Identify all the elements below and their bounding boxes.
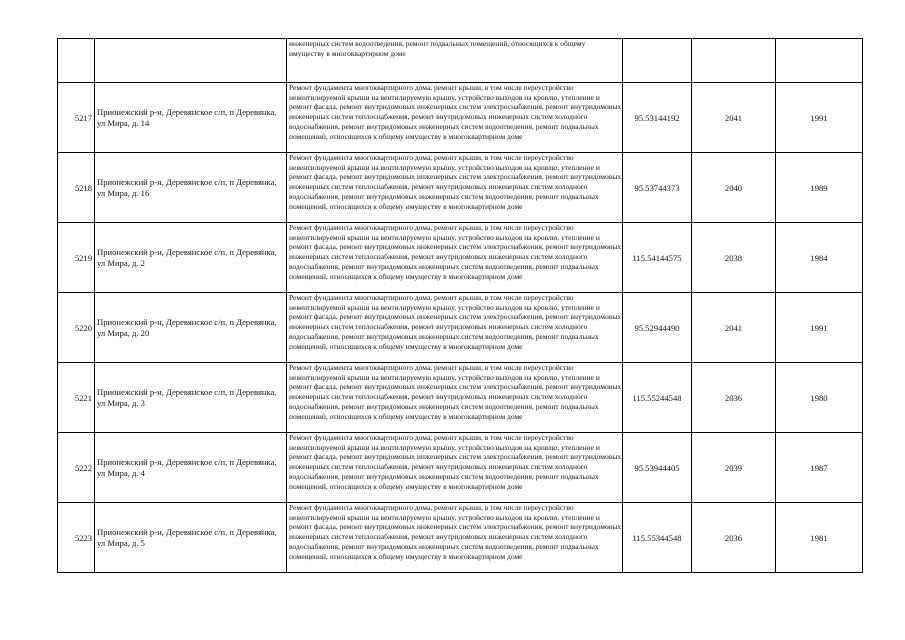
planned-year-cell: [692, 39, 776, 83]
value-cell: 115.55344548: [623, 503, 692, 573]
work-cell: [287, 293, 623, 363]
table-body: [58, 39, 863, 573]
row-number-cell: 5217: [58, 83, 95, 153]
planned-year-cell: 2039: [692, 433, 776, 503]
built-year-cell: [776, 39, 863, 83]
row-number-cell: 5223: [58, 503, 95, 573]
planned-year-cell: 2036: [692, 503, 776, 573]
row-number-cell: 5219: [58, 223, 95, 293]
value-cell: 95.53744373: [623, 153, 692, 223]
work-cell: [287, 433, 623, 503]
row-number-cell: 5220: [58, 293, 95, 363]
built-year-cell: 1989: [776, 153, 863, 223]
value-cell: 115.55244548: [623, 363, 692, 433]
address-cell: Прионежский р-н, Деревянское с/п, п Деревянка, ул Мира, д. 5: [95, 503, 287, 573]
address-cell: Прионежский р-н, Деревянское с/п, п Деревянка, ул Мира, д. 4: [95, 433, 287, 503]
address-cell: Прионежский р-н, Деревянское с/п, п Деревянка, ул Мира, д. 16: [95, 153, 287, 223]
work-text: Ремонт фундамента многоквартирного дома, ремонт крыши, в том числе переустройство невентилируемой крыши на вентилируемую крышу, устройство выходов на кровлю, утепление и ремонт фасада, ремонт внутридомовых инженерных систем электроснабжения, ремонт внутридомовых инженерных систем теплоснабжения, ремонт внутридомовых инженерных систем холодного водоснабжения, ремонт внутридомовых инженерных систем водоотведения, ремонт подвальных помещений, относящихся к общему имуществу в многоквартирном доме: [289, 83, 622, 141]
built-year-cell: 1984: [776, 223, 863, 293]
address-cell: Прионежский р-н, Деревянское с/п, п Деревянка, ул Мира, д. 3: [95, 363, 287, 433]
row-number-cell: 5221: [58, 363, 95, 433]
address-cell: [95, 39, 287, 83]
work-text: Ремонт фундамента многоквартирного дома, ремонт крыши, в том числе переустройство невентилируемой крыши на вентилируемую крышу, устройство выходов на кровлю, утепление и ремонт фасада, ремонт внутридомовых инженерных систем электроснабжения, ремонт внутридомовых инженерных систем теплоснабжения, ремонт внутридомовых инженерных систем холодного водоснабжения, ремонт внутридомовых инженерных систем водоотведения, ремонт подвальных помещений, относящихся к общему имуществу в многоквартирном доме: [289, 293, 622, 351]
built-year-cell: 1991: [776, 83, 863, 153]
address-cell: Прионежский р-н, Деревянское с/п, п Деревянка, ул Мира, д. 20: [95, 293, 287, 363]
row-number-cell: [58, 39, 95, 83]
address-cell: Прионежский р-н, Деревянское с/п, п Деревянка, ул Мира, д. 2: [95, 223, 287, 293]
work-cell: [287, 39, 623, 83]
work-cell: [287, 223, 623, 293]
value-cell: 95.53944405: [623, 433, 692, 503]
value-cell: 95.52944490: [623, 293, 692, 363]
table-row-continuation: [58, 39, 863, 83]
built-year-cell: 1981: [776, 503, 863, 573]
planned-year-cell: 2038: [692, 223, 776, 293]
work-text: инженерных систем водоотведения, ремонт подвальных помещений, относящихся к общему имуществу в многоквартирном доме: [289, 39, 586, 58]
work-cell: [287, 363, 623, 433]
work-cell: [287, 153, 623, 223]
work-text: Ремонт фундамента многоквартирного дома, ремонт крыши, в том числе переустройство невентилируемой крыши на вентилируемую крышу, устройство выходов на кровлю, утепление и ремонт фасада, ремонт внутридомовых инженерных систем электроснабжения, ремонт внутридомовых инженерных систем теплоснабжения, ремонт внутридомовых инженерных систем холодного водоснабжения, ремонт внутридомовых инженерных систем водоотведения, ремонт подвальных помещений, относящихся к общему имуществу в многоквартирном доме: [289, 433, 622, 491]
planned-year-cell: 2036: [692, 363, 776, 433]
value-cell: 115.54144575: [623, 223, 692, 293]
planned-year-cell: 2041: [692, 293, 776, 363]
value-cell: 95.53144192: [623, 83, 692, 153]
work-text: Ремонт фундамента многоквартирного дома, ремонт крыши, в том числе переустройство невентилируемой крыши на вентилируемую крышу, устройство выходов на кровлю, утепление и ремонт фасада, ремонт внутридомовых инженерных систем электроснабжения, ремонт внутридомовых инженерных систем теплоснабжения, ремонт внутридомовых инженерных систем холодного водоснабжения, ремонт внутридомовых инженерных систем водоотведения, ремонт подвальных помещений, относящихся к общему имуществу в многоквартирном доме: [289, 153, 622, 211]
table-row: [58, 363, 863, 433]
table-row: [58, 223, 863, 293]
work-text: Ремонт фундамента многоквартирного дома, ремонт крыши, в том числе переустройство невентилируемой крыши на вентилируемую крышу, устройство выходов на кровлю, утепление и ремонт фасада, ремонт внутридомовых инженерных систем электроснабжения, ремонт внутридомовых инженерных систем теплоснабжения, ремонт внутридомовых инженерных систем холодного водоснабжения, ремонт внутридомовых инженерных систем водоотведения, ремонт подвальных помещений, относящихся к общему имуществу в многоквартирном доме: [289, 503, 622, 561]
work-cell: [287, 83, 623, 153]
work-text: Ремонт фундамента многоквартирного дома, ремонт крыши, в том числе переустройство невентилируемой крыши на вентилируемую крышу, устройство выходов на кровлю, утепление и ремонт фасада, ремонт внутридомовых инженерных систем электроснабжения, ремонт внутридомовых инженерных систем теплоснабжения, ремонт внутридомовых инженерных систем холодного водоснабжения, ремонт внутридомовых инженерных систем водоотведения, ремонт подвальных помещений, относящихся к общему имуществу в многоквартирном доме: [289, 363, 622, 421]
planned-year-cell: 2040: [692, 153, 776, 223]
work-cell: [287, 503, 623, 573]
table-row: [58, 83, 863, 153]
table-row: [58, 433, 863, 503]
planned-year-cell: 2041: [692, 83, 776, 153]
repair-schedule-table: [57, 38, 863, 573]
row-number-cell: 5218: [58, 153, 95, 223]
built-year-cell: 1987: [776, 433, 863, 503]
value-cell: [623, 39, 692, 83]
built-year-cell: 1991: [776, 293, 863, 363]
table-row: [58, 503, 863, 573]
work-text: Ремонт фундамента многоквартирного дома, ремонт крыши, в том числе переустройство невентилируемой крыши на вентилируемую крышу, устройство выходов на кровлю, утепление и ремонт фасада, ремонт внутридомовых инженерных систем электроснабжения, ремонт внутридомовых инженерных систем теплоснабжения, ремонт внутридомовых инженерных систем холодного водоснабжения, ремонт внутридомовых инженерных систем водоотведения, ремонт подвальных помещений, относящихся к общему имуществу в многоквартирном доме: [289, 223, 622, 281]
row-number-cell: 5222: [58, 433, 95, 503]
built-year-cell: 1980: [776, 363, 863, 433]
address-cell: Прионежский р-н, Деревянское с/п, п Деревянка, ул Мира, д. 14: [95, 83, 287, 153]
table-row: [58, 293, 863, 363]
table-row: [58, 153, 863, 223]
